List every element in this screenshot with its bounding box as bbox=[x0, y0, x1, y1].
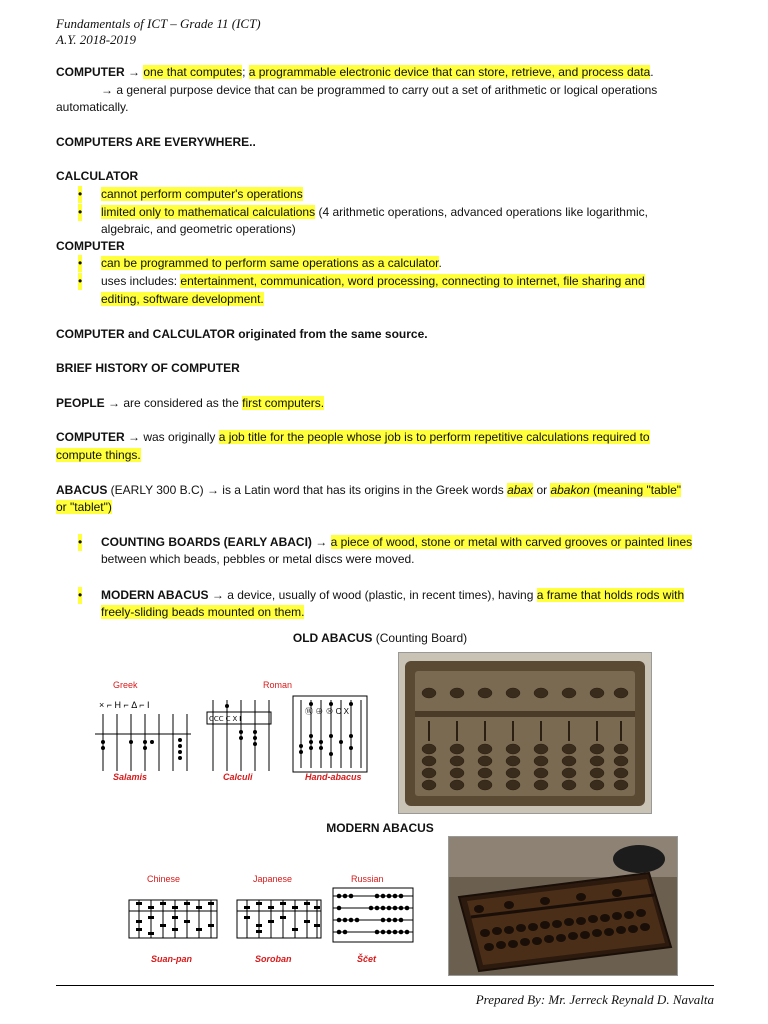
modern-abacus-bullet: • MODERN ABACUS → a device, usually of wood (plastic, in recent times), having a frame that holds rods with bbox=[78, 588, 685, 602]
history-title: BRIEF HISTORY OF COMPUTER bbox=[56, 361, 240, 375]
modern-abacus-diagram bbox=[125, 868, 425, 968]
footer-divider bbox=[56, 985, 714, 986]
calculator-bullet-2: • limited only to mathematical calculations (4 arithmetic operations, advanced operations like logarithmic, bbox=[78, 205, 648, 219]
label-hand-abacus: Hand-abacus bbox=[305, 772, 362, 782]
computer-def-line2: → a general purpose device that can be programmed to carry out a set of arithmetic or logical operations bbox=[101, 83, 658, 97]
hl-one-that-computes: one that computes bbox=[143, 65, 243, 79]
same-source-line: COMPUTER and CALCULATOR originated from the same source. bbox=[56, 327, 428, 341]
computer-bullet-1: • can be programmed to perform same operations as a calculator. bbox=[78, 256, 442, 270]
label-russian: Russian bbox=[351, 874, 384, 884]
header-course: Fundamentals of ICT – Grade 11 (ICT) bbox=[56, 16, 261, 31]
header-year: A.Y. 2018-2019 bbox=[56, 32, 137, 47]
abacus-cont: or "tablet") bbox=[56, 500, 112, 514]
greek-abacus-figure bbox=[95, 680, 191, 782]
document-header bbox=[56, 16, 261, 48]
modern-abacus-caption: MODERN ABACUS bbox=[326, 821, 434, 835]
old-abacus-photo bbox=[398, 652, 652, 814]
label-greek: Greek bbox=[113, 680, 138, 690]
computer-definition: COMPUTER → one that computes; a programmable electronic device that can store, retrieve, and process data. bbox=[56, 65, 654, 79]
svg-text:ⅭⅭⅭ Ⅽ Ⅹ Ⅰ: ⅭⅭⅭ Ⅽ Ⅹ Ⅰ bbox=[209, 716, 242, 723]
hl-programmable-device: a programmable electronic device that can store, retrieve, and process data bbox=[248, 65, 651, 79]
label-calculi: Calculi bbox=[223, 772, 253, 782]
footer-prepared-by: Prepared By: Mr. Jerreck Reynald D. Navalta bbox=[475, 992, 714, 1007]
computer-def-line3: automatically. bbox=[56, 100, 129, 114]
computers-everywhere: COMPUTERS ARE EVERYWHERE.. bbox=[56, 135, 256, 149]
computer-origin-line: COMPUTER → was originally a job title for the people whose job is to perform repetitive calculations required to bbox=[56, 430, 650, 444]
calculator-bullet-2-cont: algebraic, and geometric operations) bbox=[101, 222, 296, 236]
label-suan-pan: Suan-pan bbox=[151, 954, 193, 964]
label-soroban: Soroban bbox=[255, 954, 292, 964]
calculator-bullet-1: • cannot perform computer's operations bbox=[78, 187, 303, 201]
hand-abacus-figure bbox=[293, 696, 367, 782]
russian-abacus-figure bbox=[333, 874, 413, 964]
term-computer: COMPUTER bbox=[56, 65, 125, 79]
counting-boards-cont: between which beads, pebbles or metal discs were moved. bbox=[101, 552, 415, 566]
abacus-line: ABACUS (EARLY 300 B.C) → is a Latin word that has its origins in the Greek words abax or abakon (meaning "table" bbox=[56, 483, 682, 497]
svg-text:× ⌐ H ⌐ Δ ⌐ I: × ⌐ H ⌐ Δ ⌐ I bbox=[99, 700, 150, 710]
label-chinese: Chinese bbox=[147, 874, 181, 884]
label-japanese: Japanese bbox=[253, 874, 293, 884]
label-salamis: Salamis bbox=[113, 772, 148, 782]
computer-bullet-2-cont: editing, software development. bbox=[101, 292, 264, 306]
modern-abacus-cont: freely-sliding beads mounted on them. bbox=[101, 605, 305, 619]
label-schoty: Ščet bbox=[357, 954, 377, 964]
japanese-abacus-figure bbox=[237, 874, 321, 964]
modern-abacus-photo bbox=[448, 836, 678, 976]
computer-title: COMPUTER bbox=[56, 239, 125, 253]
computer-bullet-2: • uses includes: entertainment, communication, word processing, connecting to internet, file sharing and bbox=[78, 274, 645, 288]
label-roman: Roman bbox=[263, 680, 293, 690]
old-abacus-caption: OLD ABACUS (Counting Board) bbox=[292, 631, 468, 645]
roman-calculi-figure bbox=[207, 680, 292, 782]
old-abacus-diagram bbox=[95, 676, 380, 786]
chinese-abacus-figure bbox=[129, 874, 217, 964]
svg-text:Ⓦ ⊕ ⊗ C X: Ⓦ ⊕ ⊗ C X bbox=[305, 707, 350, 716]
counting-boards-bullet: • COUNTING BOARDS (EARLY ABACI) → a piece of wood, stone or metal with carved grooves or painted lines bbox=[78, 535, 693, 549]
calculator-title: CALCULATOR bbox=[56, 169, 139, 183]
people-line: PEOPLE → are considered as the first computers. bbox=[56, 396, 325, 410]
computer-origin-cont: compute things. bbox=[56, 448, 141, 462]
